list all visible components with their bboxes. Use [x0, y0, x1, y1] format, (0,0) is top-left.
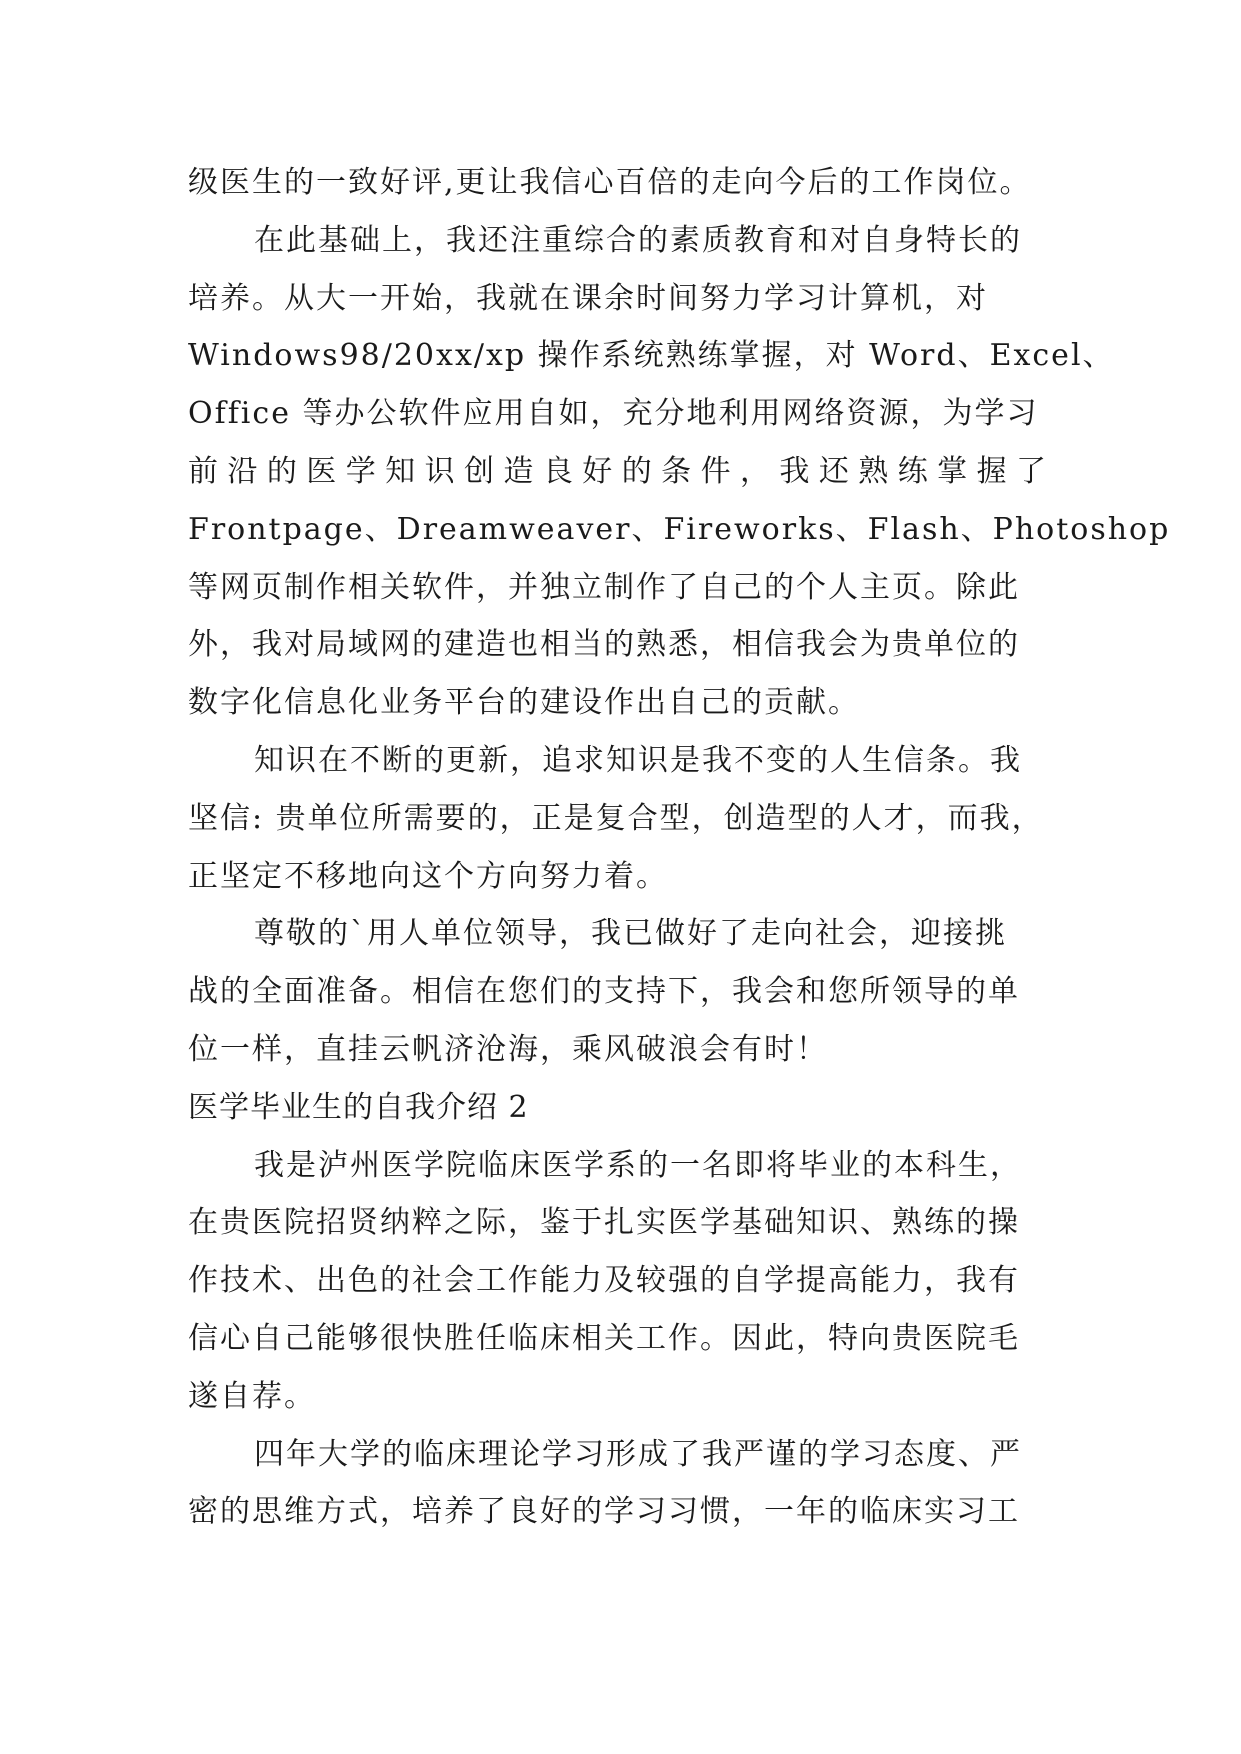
- paragraph-first-line: 知识在不断的更新，追求知识是我不变的人生信条。我: [254, 742, 1022, 778]
- document-body: [188, 154, 1171, 1541]
- text-line: 坚信: 贵单位所需要的，正是复合型，创造型的人才，而我，: [188, 800, 1044, 836]
- text-line: 战的全面准备。相信在您们的支持下，我会和您所领导的单: [188, 974, 1020, 1010]
- text-line: 遂自荐。: [188, 1378, 316, 1414]
- paragraph-first-line: 尊敬的`用人单位领导，我已做好了走向社会，迎接挑: [254, 916, 1007, 952]
- text-line: 在贵医院招贤纳粹之际，鉴于扎实医学基础知识、熟练的操: [188, 1205, 1020, 1241]
- paragraph-first-line: 在此基础上，我还注重综合的素质教育和对自身特长的: [254, 222, 1022, 258]
- text-line: 信心自己能够很快胜任临床相关工作。因此，特向贵医院毛: [188, 1320, 1020, 1356]
- text-line: Frontpage、Dreamweaver、Fireworks、Flash、Photoshop: [188, 511, 1171, 547]
- paragraph-first-line: 四年大学的临床理论学习形成了我严谨的学习态度、严: [254, 1436, 1022, 1472]
- text-line: 培养。从大一开始，我就在课余时间努力学习计算机，对: [188, 280, 988, 316]
- paragraph-first-line: 我是泸州医学院临床医学系的一名即将毕业的本科生，: [254, 1147, 1022, 1183]
- text-line: 外，我对局域网的建造也相当的熟悉，相信我会为贵单位的: [188, 627, 1020, 663]
- text-line: Windows98/20xx/xp 操作系统熟练掌握，对 Word、Excel、: [188, 338, 1115, 374]
- text-line: 数字化信息化业务平台的建设作出自己的贡献。: [188, 685, 860, 721]
- section-heading: 医学毕业生的自我介绍 2: [188, 1089, 529, 1125]
- text-line: 等网页制作相关软件，并独立制作了自己的个人主页。除此: [188, 569, 1020, 605]
- text-line: Office 等办公软件应用自如，充分地利用网络资源，为学习: [188, 396, 1039, 432]
- text-line: 作技术、出色的社会工作能力及较强的自学提高能力，我有: [188, 1263, 1020, 1299]
- text-line: 级医生的一致好评,更让我信心百倍的走向今后的工作岗位。: [188, 165, 1032, 200]
- text-line: 前沿的医学知识创造良好的条件，我还熟练掌握了: [188, 453, 1048, 489]
- text-line: 位一样，直挂云帆济沧海，乘风破浪会有时！: [188, 1031, 828, 1067]
- text-line: 正坚定不移地向这个方向努力着。: [188, 858, 668, 894]
- text-line: 密的思维方式，培养了良好的学习习惯，一年的临床实习工: [188, 1494, 1020, 1530]
